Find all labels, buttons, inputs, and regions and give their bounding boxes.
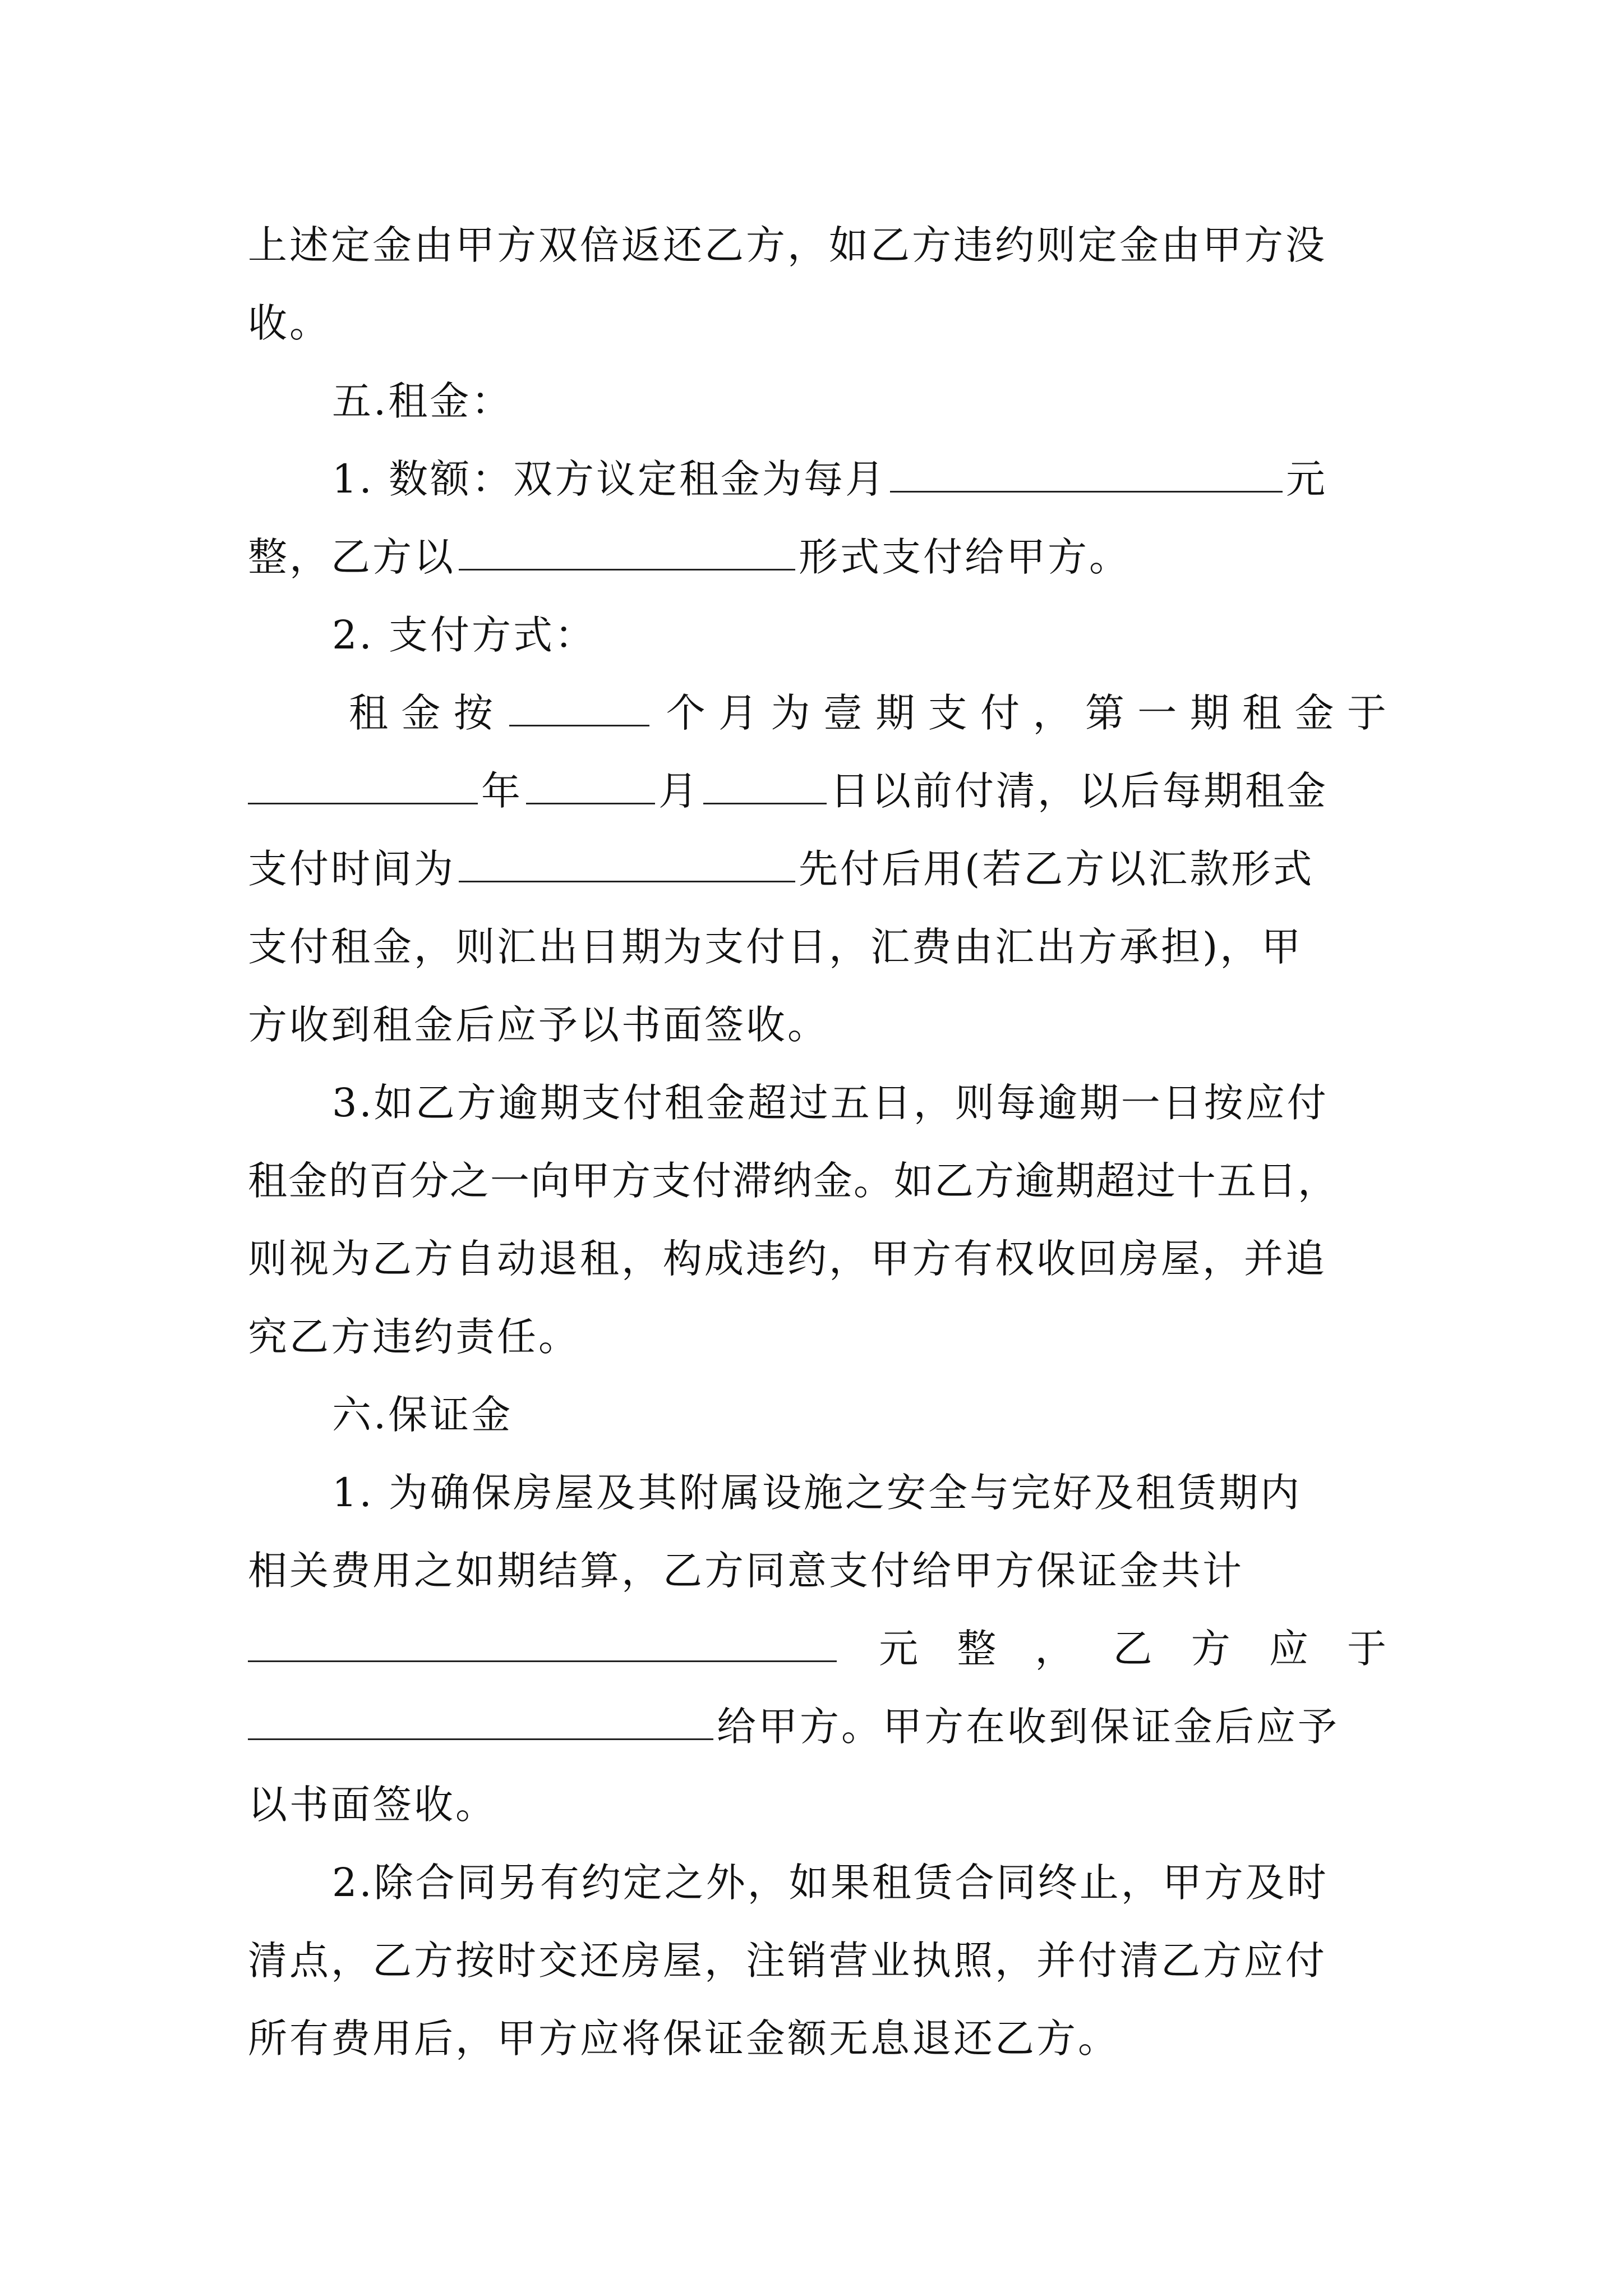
char: 第 [1085, 690, 1124, 736]
fill-in-blank[interactable] [509, 680, 649, 726]
paragraph-line [248, 1297, 1386, 1376]
text: 先付后用(若乙方以汇款形式 [799, 846, 1315, 892]
paragraph-line [248, 1531, 1386, 1610]
text: 所有费用后，甲方应将保证金额无息退还乙方。 [248, 2016, 1119, 2062]
text: 支付租金，则汇出日期为支付日，汇费由汇出方承担)，甲 [248, 924, 1303, 970]
char: 月 [718, 690, 758, 736]
char: 租 [1242, 690, 1282, 736]
paragraph-line [332, 1064, 1386, 1142]
fill-in-blank[interactable] [248, 1616, 837, 1662]
text: 清点，乙方按时交还房屋，注销营业执照，并付清乙方应付 [248, 1938, 1327, 1984]
char: 付 [980, 690, 1020, 736]
text: 1. 为确保房屋及其附属设施之安全与完好及租赁期内 [332, 1470, 1302, 1516]
paragraph-line [248, 1687, 1386, 1766]
paragraph-line-justified [349, 674, 1386, 752]
text: 支付时间为 [248, 846, 455, 892]
text: 整，乙方以 [248, 534, 455, 580]
paragraph-line [248, 1921, 1386, 2000]
text: 1. 数额：双方议定租金为每月 [332, 456, 887, 502]
paragraph-line [248, 986, 1386, 1064]
text: 五.租金： [332, 378, 513, 424]
char: 壹 [823, 690, 863, 736]
paragraph-line [248, 752, 1386, 830]
paragraph-line [248, 1220, 1386, 1298]
char: 应 [1269, 1626, 1308, 1672]
paragraph-line [248, 1999, 1386, 2078]
char: 为 [771, 690, 810, 736]
paragraph-line [332, 440, 1386, 518]
text: 以书面签收。 [248, 1782, 497, 1828]
char: 一 [1137, 690, 1177, 736]
char: ， [1035, 1626, 1075, 1672]
char: 乙 [1113, 1626, 1152, 1672]
text: 2.除合同另有约定之外，如果租赁合同终止，甲方及时 [332, 1860, 1329, 1906]
fill-in-blank[interactable] [703, 758, 827, 804]
char: 个 [666, 690, 706, 736]
text: 形式支付给甲方。 [799, 534, 1131, 580]
text: 月 [658, 768, 700, 814]
char: 按 [453, 690, 493, 736]
paragraph-line [248, 284, 1386, 362]
char: 支 [928, 690, 967, 736]
text: 上述定金由甲方双倍返还乙方，如乙方违约则定金由甲方没 [248, 222, 1327, 268]
char: 金 [401, 690, 441, 736]
text: 元 [1286, 456, 1328, 502]
text: 日以前付清，以后每期租金 [830, 768, 1328, 814]
paragraph-line [332, 1843, 1386, 1922]
text: 六.保证金 [332, 1392, 513, 1438]
fill-in-blank[interactable] [526, 758, 655, 804]
paragraph-line-justified [248, 1609, 1386, 1688]
section-title [332, 1375, 1386, 1454]
fill-in-blank[interactable] [890, 446, 1283, 493]
char: 整 [957, 1626, 997, 1672]
char: ， [1032, 690, 1072, 736]
text: 究乙方违约责任。 [248, 1314, 580, 1360]
text: 方收到租金后应予以书面签收。 [248, 1002, 829, 1048]
paragraph-line [248, 1142, 1386, 1220]
fill-in-blank[interactable] [248, 1694, 713, 1740]
text: 年 [481, 768, 523, 814]
text: 3.如乙方逾期支付租金超过五日，则每逾期一日按应付 [332, 1080, 1329, 1126]
char: 期 [1189, 690, 1229, 736]
paragraph-line [248, 518, 1386, 596]
char: 金 [1294, 690, 1334, 736]
char: 于 [1347, 1626, 1386, 1672]
text: 收。 [248, 300, 331, 346]
section-title [332, 362, 1386, 440]
text: 相关费用之如期结算，乙方同意支付给甲方保证金共计 [248, 1548, 1244, 1594]
fill-in-blank[interactable] [248, 758, 478, 804]
text: 租金的百分之一向甲方支付滞纳金。如乙方逾期超过十五日， [248, 1158, 1338, 1204]
text: 2. 支付方式： [332, 612, 597, 658]
char: 于 [1347, 690, 1386, 736]
char: 元 [879, 1626, 919, 1672]
fill-in-blank[interactable] [459, 836, 795, 882]
char: 方 [1191, 1626, 1230, 1672]
text: 给甲方。甲方在收到保证金后应予 [717, 1704, 1339, 1750]
paragraph-line [248, 206, 1386, 284]
paragraph-line [248, 908, 1386, 986]
paragraph-line [248, 830, 1386, 908]
paragraph-line [248, 1765, 1386, 1844]
document-page [248, 0, 1386, 2296]
fill-in-blank[interactable] [459, 524, 795, 570]
char: 租 [349, 690, 388, 736]
section-subtitle [332, 596, 1386, 674]
paragraph-line [332, 1453, 1386, 1532]
char: 期 [875, 690, 915, 736]
text: 则视为乙方自动退租，构成违约，甲方有权收回房屋，并追 [248, 1236, 1327, 1282]
